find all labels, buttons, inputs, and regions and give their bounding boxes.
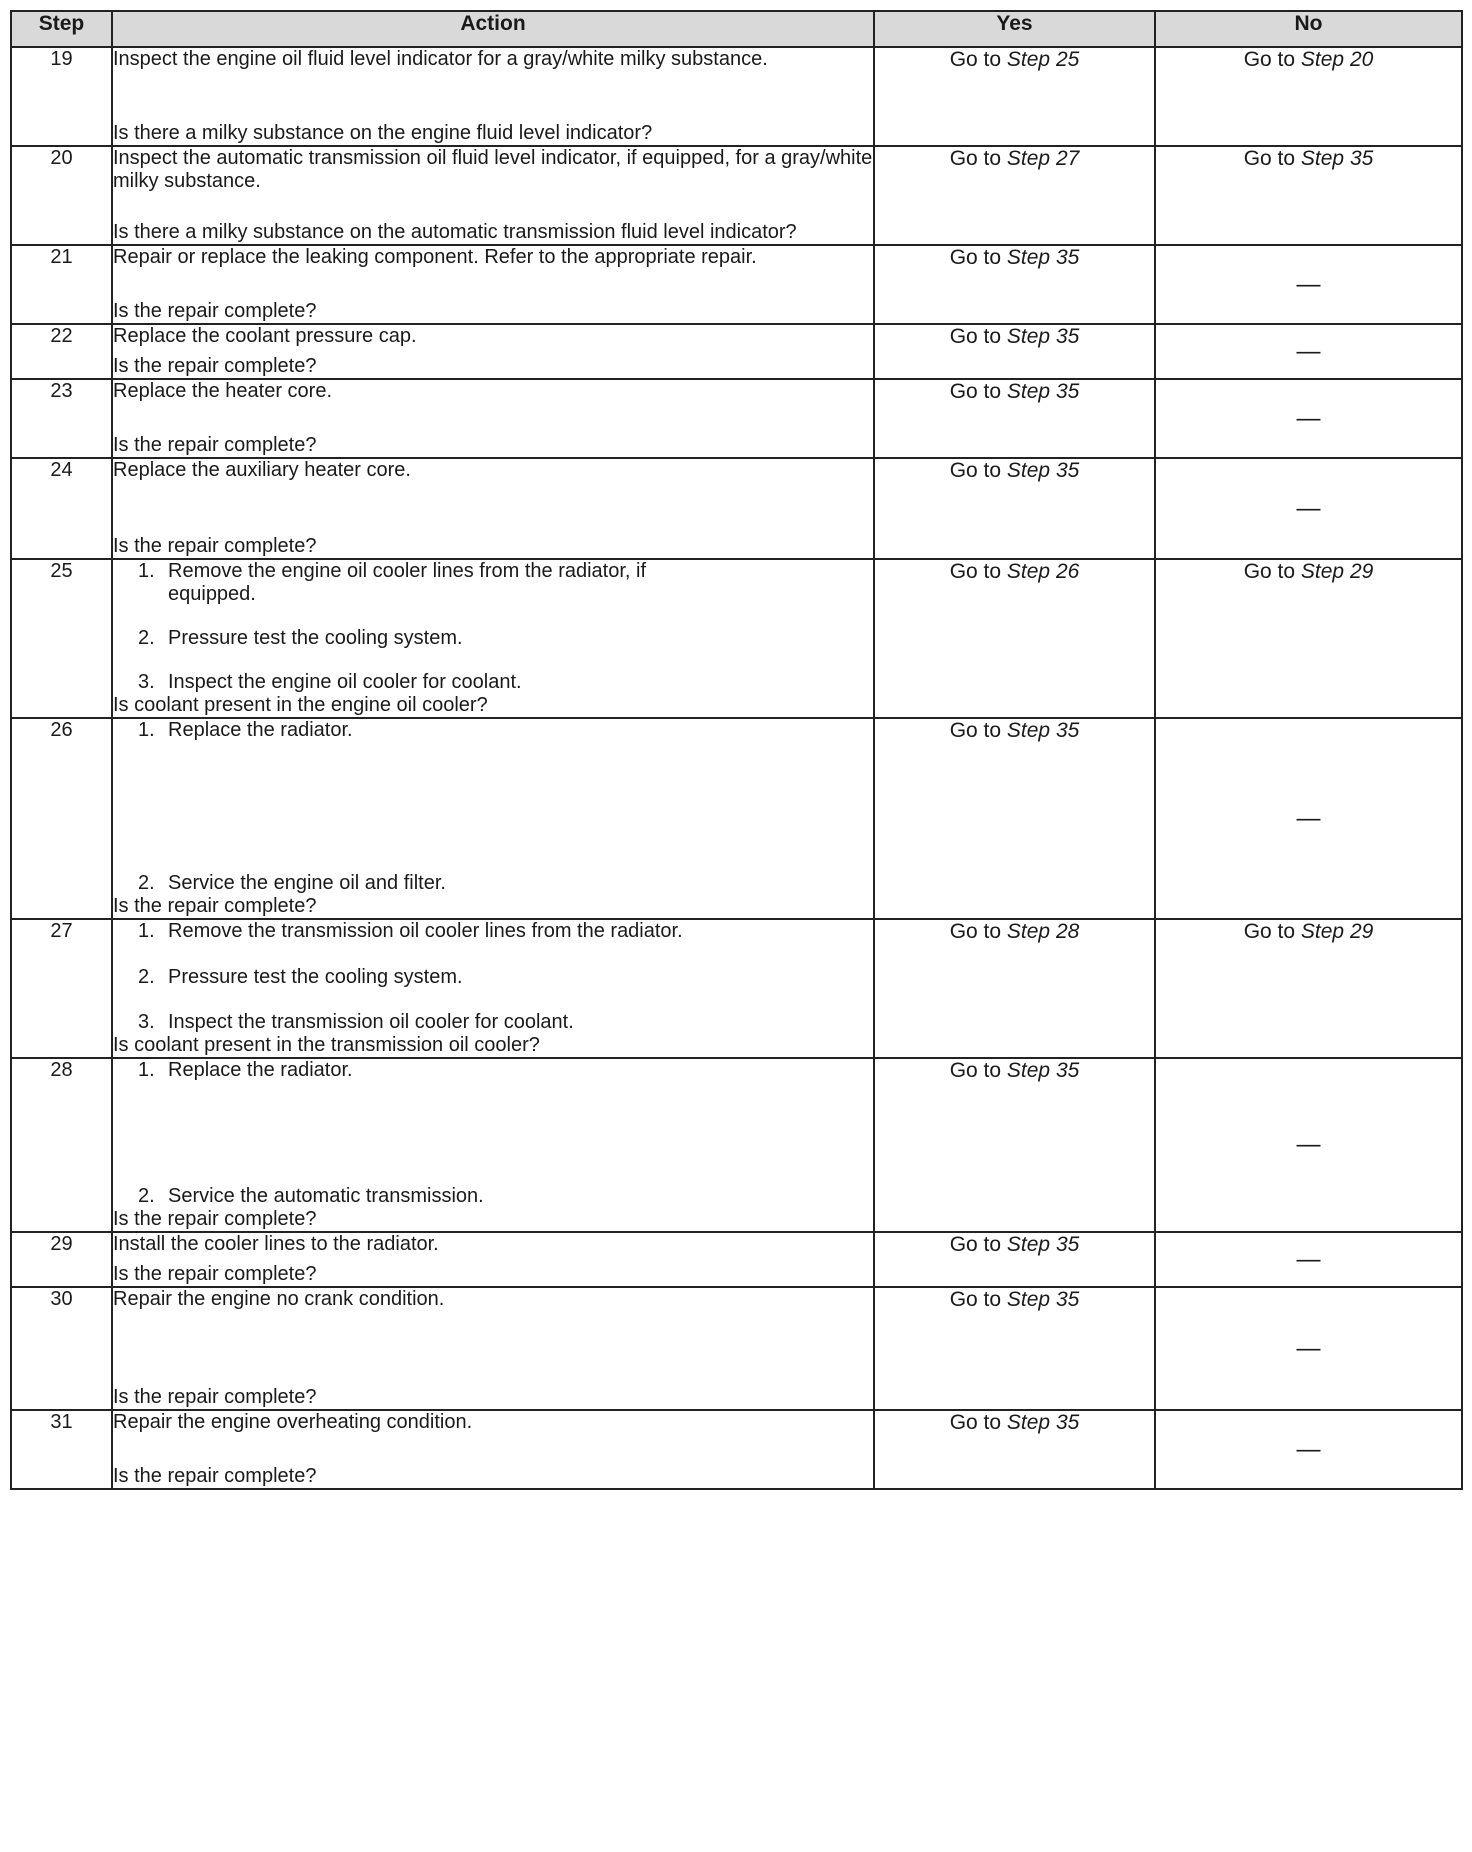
- table-row: [11, 559, 1462, 718]
- action-instructions: [113, 246, 873, 269]
- item-number: 2.: [138, 965, 155, 988]
- action-step-item: [138, 627, 873, 650]
- yes-goto-link[interactable]: [950, 380, 1080, 403]
- action-cell: [112, 1232, 874, 1287]
- table-body: [11, 47, 1462, 1489]
- item-text: Inspect the engine oil cooler for coolant.: [168, 671, 522, 693]
- action-instructions: [113, 147, 873, 193]
- goto-step: Step 29: [1300, 920, 1374, 943]
- goto-prefix: Go to: [1243, 920, 1296, 943]
- action-question: Is the repair complete?: [113, 535, 317, 557]
- action-question: Is the repair complete?: [113, 1386, 317, 1408]
- action-step-item: [138, 560, 873, 606]
- action-cell: [112, 47, 874, 146]
- goto-prefix: Go to: [949, 1059, 1002, 1082]
- yes-goto-link[interactable]: [950, 1059, 1080, 1082]
- table-row: [11, 324, 1462, 379]
- action-text: Inspect the engine oil fluid level indicator for a gray/white milky substance.: [113, 48, 768, 70]
- header-action: Action: [112, 11, 874, 47]
- item-number: 1.: [138, 560, 155, 582]
- table-row: [11, 458, 1462, 559]
- goto-prefix: Go to: [949, 1233, 1002, 1256]
- goto-step: Step 29: [1300, 560, 1374, 583]
- no-dash: —: [1155, 1410, 1462, 1489]
- item-text: Replace the radiator.: [168, 719, 353, 741]
- no-dash: —: [1155, 718, 1462, 919]
- action-content: [113, 246, 873, 323]
- action-question: Is there a milky substance on the engine fluid level indicator?: [113, 122, 653, 144]
- step-number: 24: [11, 458, 112, 559]
- action-instructions: [113, 1288, 873, 1311]
- table-row: [11, 1058, 1462, 1232]
- table-row: [11, 1232, 1462, 1287]
- yes-cell: [874, 559, 1155, 718]
- goto-step: Step 35: [1006, 719, 1080, 742]
- table-row: [11, 1287, 1462, 1410]
- no-dash: —: [1155, 379, 1462, 458]
- no-cell: [1155, 559, 1462, 718]
- action-content: [113, 147, 873, 244]
- step-number: 27: [11, 919, 112, 1058]
- action-content: [113, 380, 873, 457]
- goto-prefix: Go to: [949, 246, 1002, 269]
- header-row: [11, 11, 1462, 47]
- item-number: 2.: [138, 872, 155, 894]
- goto-step: Step 35: [1006, 459, 1080, 482]
- yes-goto-link[interactable]: [950, 920, 1080, 943]
- action-text: Replace the coolant pressure cap.: [113, 325, 417, 347]
- action-question: Is there a milky substance on the automatic transmission fluid level indicator?: [113, 221, 797, 243]
- step-number: 31: [11, 1410, 112, 1489]
- action-question: Is the repair complete?: [113, 355, 317, 377]
- action-question: Is the repair complete?: [113, 1465, 317, 1487]
- step-number: 25: [11, 559, 112, 718]
- action-cell: [112, 919, 874, 1058]
- step-number: 26: [11, 718, 112, 919]
- action-text: Replace the heater core.: [113, 380, 333, 402]
- item-text-continued: equipped.: [168, 583, 256, 605]
- goto-step: Step 27: [1006, 147, 1080, 170]
- action-cell: [112, 718, 874, 919]
- action-instructions: [113, 719, 873, 895]
- goto-step: Step 35: [1006, 1233, 1080, 1256]
- goto-step: Step 35: [1006, 1288, 1080, 1311]
- yes-cell: [874, 1232, 1155, 1287]
- item-text: Service the automatic transmission.: [168, 1185, 484, 1207]
- action-question: Is coolant present in the transmission oil cooler?: [113, 1034, 540, 1056]
- action-step-item: [138, 1011, 873, 1034]
- goto-step: Step 35: [1300, 147, 1374, 170]
- yes-goto-link[interactable]: [950, 560, 1080, 583]
- action-text: Repair or replace the leaking component. Refer to the appropriate repair.: [113, 246, 757, 268]
- action-content: [113, 325, 873, 378]
- step-number: 23: [11, 379, 112, 458]
- no-dash: —: [1155, 324, 1462, 379]
- step-number: 22: [11, 324, 112, 379]
- action-text: Inspect the automatic transmission oil fluid level indicator, if equipped, for a gray/white milky substance.: [113, 147, 873, 192]
- action-step-item: [138, 719, 873, 742]
- action-step-item: [138, 671, 873, 694]
- yes-cell: [874, 146, 1155, 245]
- goto-step: Step 20: [1300, 48, 1374, 71]
- action-instructions: [113, 325, 873, 348]
- goto-prefix: Go to: [949, 48, 1002, 71]
- item-number: 3.: [138, 1011, 155, 1033]
- yes-goto-link[interactable]: [950, 1411, 1080, 1434]
- action-instructions: [113, 380, 873, 403]
- goto-step: Step 35: [1006, 380, 1080, 403]
- no-cell: [1155, 47, 1462, 146]
- action-step-item: [138, 1059, 873, 1082]
- action-instructions: [113, 1059, 873, 1208]
- action-content: [113, 560, 873, 717]
- item-text: Remove the engine oil cooler lines from the radiator, if: [168, 560, 647, 582]
- table-row: [11, 47, 1462, 146]
- goto-prefix: Go to: [1243, 560, 1296, 583]
- yes-cell: [874, 47, 1155, 146]
- table-row: [11, 245, 1462, 324]
- action-cell: [112, 379, 874, 458]
- action-content: [113, 459, 873, 558]
- yes-cell: [874, 245, 1155, 324]
- yes-goto-link[interactable]: [950, 147, 1080, 170]
- goto-step: Step 26: [1006, 560, 1080, 583]
- action-content: [113, 920, 873, 1057]
- goto-prefix: Go to: [949, 920, 1002, 943]
- action-cell: [112, 324, 874, 379]
- item-number: 3.: [138, 671, 155, 693]
- action-question: Is the repair complete?: [113, 1263, 317, 1285]
- action-cell: [112, 146, 874, 245]
- item-text: Service the engine oil and filter.: [168, 872, 446, 894]
- yes-cell: [874, 919, 1155, 1058]
- action-text: Install the cooler lines to the radiator.: [113, 1233, 439, 1255]
- item-text: Pressure test the cooling system.: [168, 965, 463, 988]
- no-goto-link[interactable]: [1244, 147, 1374, 170]
- no-dash: —: [1155, 245, 1462, 324]
- goto-step: Step 35: [1006, 325, 1080, 348]
- step-number: 21: [11, 245, 112, 324]
- no-dash: —: [1155, 458, 1462, 559]
- goto-step: Step 35: [1006, 1059, 1080, 1082]
- item-text: Inspect the transmission oil cooler for coolant.: [168, 1011, 574, 1033]
- action-text: Repair the engine no crank condition.: [113, 1288, 445, 1310]
- yes-goto-link[interactable]: [950, 246, 1080, 269]
- item-number: 2.: [138, 627, 155, 649]
- table-row: [11, 718, 1462, 919]
- yes-goto-link[interactable]: [950, 719, 1080, 742]
- no-dash: —: [1155, 1232, 1462, 1287]
- yes-goto-link[interactable]: [950, 48, 1080, 71]
- action-cell: [112, 1287, 874, 1410]
- action-cell: [112, 559, 874, 718]
- goto-prefix: Go to: [949, 719, 1002, 742]
- action-cell: [112, 1410, 874, 1489]
- item-text: Pressure test the cooling system.: [168, 627, 463, 649]
- goto-prefix: Go to: [949, 325, 1002, 348]
- diagnostic-table: [10, 10, 1463, 1490]
- action-cell: [112, 458, 874, 559]
- action-question: Is the repair complete?: [113, 895, 317, 917]
- action-content: [113, 719, 873, 918]
- table-row: [11, 146, 1462, 245]
- header-yes: Yes: [874, 11, 1155, 47]
- no-cell: [1155, 146, 1462, 245]
- goto-step: Step 28: [1006, 920, 1080, 943]
- goto-prefix: Go to: [949, 560, 1002, 583]
- yes-cell: [874, 718, 1155, 919]
- goto-prefix: Go to: [949, 1288, 1002, 1311]
- yes-cell: [874, 1287, 1155, 1410]
- action-cell: [112, 1058, 874, 1232]
- yes-goto-link[interactable]: [950, 1288, 1080, 1311]
- goto-prefix: Go to: [1243, 147, 1296, 170]
- action-step-item: [138, 872, 873, 895]
- no-goto-link[interactable]: [1244, 920, 1374, 943]
- action-step-item: [138, 920, 873, 943]
- table-row: [11, 379, 1462, 458]
- goto-prefix: Go to: [1243, 48, 1296, 71]
- goto-prefix: Go to: [949, 1411, 1002, 1434]
- action-instructions: [113, 1411, 873, 1434]
- action-content: [113, 1233, 873, 1286]
- yes-cell: [874, 379, 1155, 458]
- step-number: 28: [11, 1058, 112, 1232]
- yes-cell: [874, 458, 1155, 559]
- action-content: [113, 48, 873, 145]
- action-question: Is the repair complete?: [113, 434, 317, 456]
- action-question: Is coolant present in the engine oil cooler?: [113, 694, 488, 716]
- action-instructions: [113, 1233, 873, 1256]
- action-text: Repair the engine overheating condition.: [113, 1411, 473, 1433]
- yes-goto-link[interactable]: [950, 325, 1080, 348]
- action-instructions: [113, 459, 873, 482]
- item-number: 1.: [138, 1059, 155, 1081]
- no-dash: —: [1155, 1287, 1462, 1410]
- no-dash: —: [1155, 1058, 1462, 1232]
- goto-prefix: Go to: [949, 459, 1002, 482]
- action-instructions: [113, 48, 873, 71]
- header-no: No: [1155, 11, 1462, 47]
- action-text: Replace the auxiliary heater core.: [113, 459, 411, 481]
- step-number: 30: [11, 1287, 112, 1410]
- table-row: [11, 919, 1462, 1058]
- goto-prefix: Go to: [949, 147, 1002, 170]
- no-goto-link[interactable]: [1244, 48, 1374, 71]
- yes-cell: [874, 1058, 1155, 1232]
- goto-step: Step 35: [1006, 246, 1080, 269]
- yes-goto-link[interactable]: [950, 1233, 1080, 1256]
- action-content: [113, 1411, 873, 1488]
- step-number: 29: [11, 1232, 112, 1287]
- yes-goto-link[interactable]: [950, 459, 1080, 482]
- step-number: 20: [11, 146, 112, 245]
- action-instructions: [113, 560, 873, 694]
- goto-step: Step 25: [1006, 48, 1080, 71]
- step-number: 19: [11, 47, 112, 146]
- item-text: Replace the radiator.: [168, 1059, 353, 1081]
- item-number: 1.: [138, 719, 155, 741]
- action-content: [113, 1288, 873, 1409]
- item-number: 1.: [138, 920, 155, 942]
- table-row: [11, 1410, 1462, 1489]
- goto-step: Step 35: [1006, 1411, 1080, 1434]
- goto-prefix: Go to: [949, 380, 1002, 403]
- item-text: Remove the transmission oil cooler lines from the radiator.: [168, 920, 683, 942]
- item-number: 2.: [138, 1185, 155, 1207]
- yes-cell: [874, 1410, 1155, 1489]
- no-goto-link[interactable]: [1244, 560, 1374, 583]
- action-content: [113, 1059, 873, 1231]
- action-step-item: [138, 1185, 873, 1208]
- no-cell: [1155, 919, 1462, 1058]
- action-question: Is the repair complete?: [113, 1208, 317, 1230]
- header-step: Step: [11, 11, 112, 47]
- yes-cell: [874, 324, 1155, 379]
- action-step-item: [138, 966, 873, 989]
- action-instructions: [113, 920, 873, 1034]
- action-question: Is the repair complete?: [113, 300, 317, 322]
- action-cell: [112, 245, 874, 324]
